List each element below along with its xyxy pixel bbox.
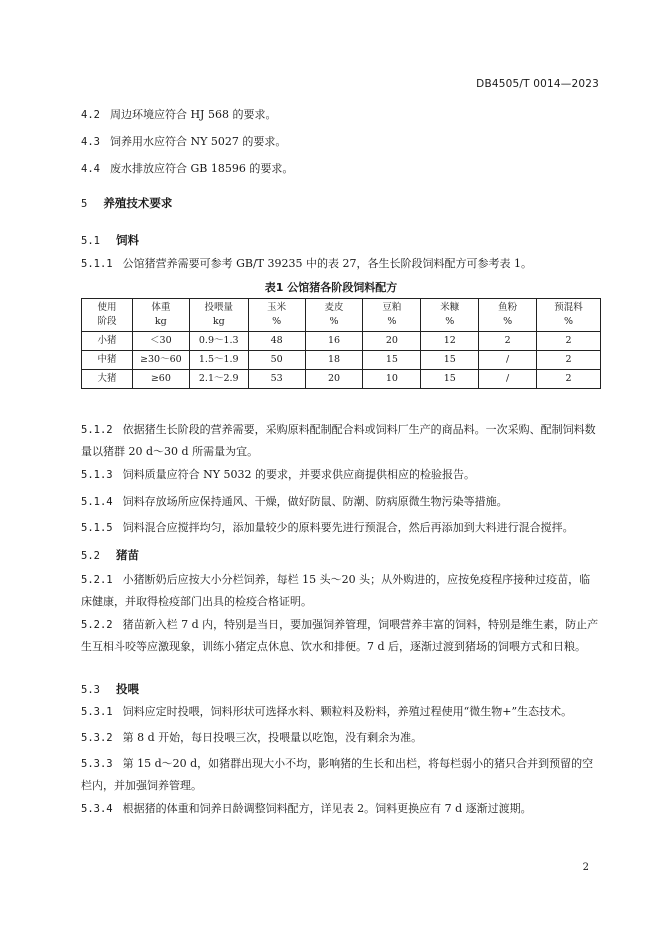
table-cell: ＜30 [132,332,189,351]
clause-number: 5.2.1 [81,574,113,586]
header-cell: 使用 阶段 [82,299,133,332]
section-5-2-heading [81,547,139,563]
clause-number: 4.4 [81,163,100,175]
clause-number: 5.3.4 [81,803,113,815]
table-cell: 15 [421,351,479,370]
clause-number: 4.2 [81,109,100,121]
table-cell: 0.9～1.3 [189,332,248,351]
table-header-row [82,299,601,332]
clause-text: 公馆猪营养需要可参考 GB/T 39235 中的表 27，各生长阶段饲料配方可参考表 1。 [122,257,532,270]
table-cell: 中猪 [82,351,133,370]
header-cell: 米糠 % [421,299,479,332]
clause-number: 4.3 [81,136,100,148]
clause-text: 依据猪生长阶段的营养需要，采购原料配制配合料或饲料厂生产的商品料。一次采购、配制饲料数量以猪群 20 d～30 d 所需量为宜。 [81,423,596,458]
section-number: 5.1 [81,235,100,247]
clause-text: 第 15 d～20 d，如猪群出现大小不均，影响猪的生长和出栏，将每栏弱小的猪只合并到预留的空栏内，并加强饲养管理。 [81,757,594,792]
clause-number: 5.3.1 [81,706,113,718]
clause-number: 5.1.1 [81,258,113,270]
section-5-heading [81,195,172,211]
table-cell: 2 [537,332,601,351]
table-cell: 53 [248,370,305,389]
section-5-3-heading [81,681,139,697]
header-cell: 豆粕 % [363,299,421,332]
header-cell: 投喂量 kg [189,299,248,332]
section-5-1-heading [81,232,139,248]
clause-5-1-5 [81,517,601,539]
clause-5-3-1 [81,701,601,723]
clause-5-2-2 [81,614,601,658]
table-cell: 1.5～1.9 [189,351,248,370]
table-row [82,351,601,370]
clause-5-1-1 [81,253,601,275]
table-cell: ≥30～60 [132,351,189,370]
section-number: 5 [81,198,88,210]
section-title: 养殖技术要求 [103,196,173,210]
table-cell: 16 [305,332,363,351]
table-row [82,370,601,389]
table-cell: 48 [248,332,305,351]
document-code: DB4505/T 0014—2023 [476,78,599,90]
clause-text: 小猪断奶后应按大小分栏饲养，每栏 15 头～20 头；从外购进的，应按免疫程序接种过疫苗，临床健康，并取得检疫部门出具的检疫合格证明。 [81,573,591,608]
clause-text: 饲料质量应符合 NY 5032 的要求，并要求供应商提供相应的检验报告。 [122,468,475,481]
clause-number: 5.1.2 [81,424,113,436]
clause-number: 5.3.3 [81,758,113,770]
clause-5-1-2 [81,419,601,463]
clause-5-1-3 [81,464,601,486]
page-number: 2 [582,862,589,873]
table-cell: 18 [305,351,363,370]
clause-4-2 [81,104,601,126]
clause-number: 5.1.3 [81,469,113,481]
table-cell: 20 [363,332,421,351]
clause-text: 根据猪的体重和饲养日龄调整饲料配方，详见表 2。饲料更换应有 7 d 逐渐过渡期。 [122,802,532,815]
clause-4-4 [81,158,601,180]
clause-number: 5.1.4 [81,496,113,508]
header-cell: 玉米 % [248,299,305,332]
table-cell: 大猪 [82,370,133,389]
section-number: 5.2 [81,550,100,562]
section-title: 饲料 [115,233,139,247]
clause-number: 5.1.5 [81,522,113,534]
clause-4-3 [81,131,601,153]
clause-text: 周边环境应符合 HJ 568 的要求。 [109,108,277,121]
table-row [82,332,601,351]
table-cell: 2 [479,332,537,351]
section-title: 投喂 [115,682,139,696]
table-cell: ≥60 [132,370,189,389]
table-cell: 2 [537,351,601,370]
clause-number: 5.3.2 [81,732,113,744]
table-cell: / [479,351,537,370]
clause-text: 饲料混合应搅拌均匀，添加量较少的原料要先进行预混合，然后再添加到大料进行混合搅拌。 [122,521,574,534]
clause-text: 猪苗新入栏 7 d 内，特别是当日，要加强饲养管理，饲喂营养丰富的饲料，特别是维生素，防止产生互相斗咬等应激现象，训练小猪定点休息、饮水和排便。7 d 后，逐渐过渡到猪场的饲喂方式和日粮。 [81,618,599,653]
header-cell: 体重 kg [132,299,189,332]
header-cell: 预混料 % [537,299,601,332]
clause-5-3-4 [81,798,601,820]
clause-5-3-2 [81,727,601,749]
clause-text: 废水排放应符合 GB 18596 的要求。 [109,162,294,175]
table-cell: 12 [421,332,479,351]
section-title: 猪苗 [115,548,139,562]
table-cell: 10 [363,370,421,389]
clause-number: 5.2.2 [81,619,113,631]
table-cell: 15 [421,370,479,389]
section-number: 5.3 [81,684,100,696]
table-cell: 2.1～2.9 [189,370,248,389]
clause-text: 饲料应定时投喂，饲料形状可选择水料、颗粒料及粉料，养殖过程使用“微生物+”生态技术。 [122,705,573,718]
clause-text: 饲养用水应符合 NY 5027 的要求。 [109,135,287,148]
table-cell: 小猪 [82,332,133,351]
clause-5-1-4 [81,491,601,513]
table-cell: 2 [537,370,601,389]
clause-5-2-1 [81,569,601,613]
table-cell: / [479,370,537,389]
header-cell: 鱼粉 % [479,299,537,332]
table-cell: 20 [305,370,363,389]
table-cell: 15 [363,351,421,370]
table-title: 表1 公馆猪各阶段饲料配方 [264,281,398,294]
clause-5-3-3 [81,753,601,797]
clause-text: 饲料存放场所应保持通风、干燥，做好防鼠、防潮、防病原微生物污染等措施。 [122,495,508,508]
header-cell: 麦皮 % [305,299,363,332]
clause-text: 第 8 d 开始，每日投喂三次，投喂量以吃饱，没有剩余为准。 [122,731,423,744]
feed-formula-table [81,298,601,389]
table-cell: 50 [248,351,305,370]
